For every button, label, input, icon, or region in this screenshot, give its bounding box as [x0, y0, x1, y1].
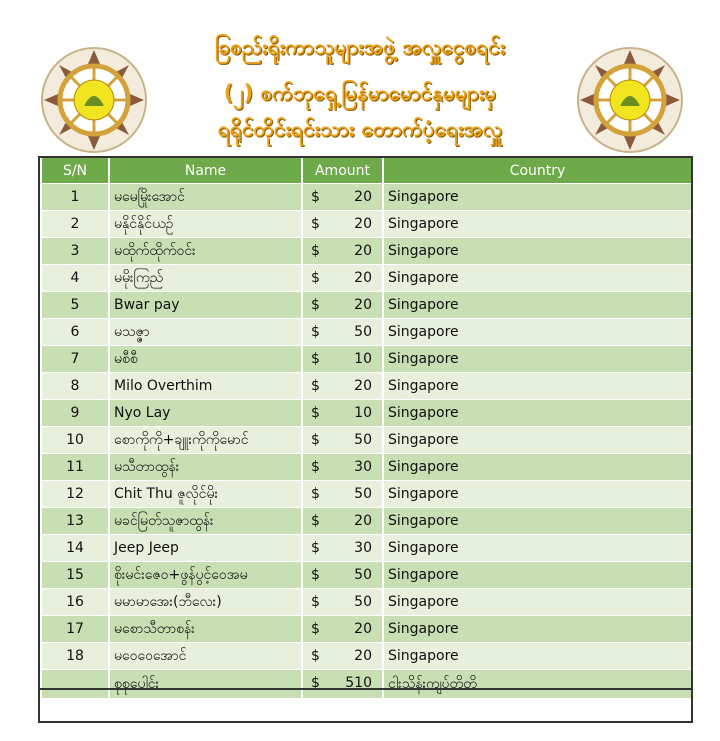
row-name: မမေမြိုးအောင်: [109, 184, 302, 211]
row-country: Singapore: [383, 643, 692, 670]
currency-symbol: $: [311, 189, 320, 205]
row-amount: 20: [354, 189, 372, 205]
table-row: [41, 373, 692, 400]
row-amount-cell: [302, 319, 383, 346]
row-amount-cell: [302, 535, 383, 562]
row-country: Singapore: [383, 346, 692, 373]
row-sn: 4: [41, 265, 109, 292]
row-country: Singapore: [383, 184, 692, 211]
row-sn: 14: [41, 535, 109, 562]
row-amount-cell: [302, 400, 383, 427]
row-name: မထိုက်ထိုက်ဝင်း: [109, 238, 302, 265]
currency-symbol: $: [311, 621, 320, 637]
row-name: စိုးမင်းဇေဝ+ဖွန်ပွင့်ဝေအမ: [109, 562, 302, 589]
row-name: Nyo Lay: [109, 400, 302, 427]
row-amount: 20: [354, 297, 372, 313]
title-line-1: ခြစည်းရိုးကာသူများအဖွဲ့ အလှူငွေစရင်း: [214, 35, 506, 59]
row-amount: 20: [354, 216, 372, 232]
row-sn: 11: [41, 454, 109, 481]
row-name: မခင်မြတ်သူဇာထွန်း: [109, 508, 302, 535]
row-sn: 10: [41, 427, 109, 454]
row-name: မနိုင်နိုင်ယဉ်: [109, 211, 302, 238]
row-name: Chit Thu ဇူလိုင်မိုး: [109, 481, 302, 508]
currency-symbol: $: [311, 432, 320, 448]
row-name: မဝေဝေအောင်: [109, 643, 302, 670]
row-sn: 6: [41, 319, 109, 346]
currency-symbol: $: [311, 243, 320, 259]
row-amount: 20: [354, 648, 372, 664]
row-name: မသဇ္ဇာ: [109, 319, 302, 346]
row-amount: 20: [354, 270, 372, 286]
table-row: [41, 454, 692, 481]
table-row: [41, 238, 692, 265]
currency-symbol: $: [311, 567, 320, 583]
table-body: [41, 184, 692, 699]
row-sn: 7: [41, 346, 109, 373]
row-name: Jeep Jeep: [109, 535, 302, 562]
row-sn: 1: [41, 184, 109, 211]
row-amount: 50: [354, 567, 372, 583]
row-amount-cell: [302, 373, 383, 400]
table-row: [41, 535, 692, 562]
row-country: Singapore: [383, 292, 692, 319]
row-name: မမိုးကြည်: [109, 265, 302, 292]
total-sn-cell: [41, 670, 109, 699]
row-country: Singapore: [383, 319, 692, 346]
table-row: [41, 616, 692, 643]
total-note: ငါးသိန်းကျပ်တိတိ: [383, 670, 692, 699]
currency-symbol: $: [311, 540, 320, 556]
currency-symbol: $: [311, 216, 320, 232]
row-amount: 50: [354, 324, 372, 340]
row-sn: 12: [41, 481, 109, 508]
currency-symbol: $: [311, 324, 320, 340]
row-name: Bwar pay: [109, 292, 302, 319]
table-row: [41, 292, 692, 319]
row-name: Milo Overthim: [109, 373, 302, 400]
column-header-sn: S/N: [41, 158, 109, 184]
row-amount-cell: [302, 346, 383, 373]
row-country: Singapore: [383, 373, 692, 400]
table-row: [41, 508, 692, 535]
row-sn: 15: [41, 562, 109, 589]
row-name: မစီစီ: [109, 346, 302, 373]
table-row: [41, 400, 692, 427]
row-amount: 30: [354, 540, 372, 556]
currency-symbol: $: [311, 459, 320, 475]
row-country: Singapore: [383, 508, 692, 535]
row-country: Singapore: [383, 427, 692, 454]
currency-symbol: $: [311, 594, 320, 610]
row-sn: 8: [41, 373, 109, 400]
row-amount: 20: [354, 243, 372, 259]
total-amount-cell: [302, 670, 383, 699]
row-sn: 2: [41, 211, 109, 238]
row-amount-cell: [302, 265, 383, 292]
dharma-wheel-emblem-icon: [576, 46, 684, 154]
row-amount-cell: [302, 211, 383, 238]
row-country: Singapore: [383, 481, 692, 508]
row-amount-cell: [302, 508, 383, 535]
row-amount: 30: [354, 459, 372, 475]
table-row: [41, 184, 692, 211]
currency-symbol: $: [311, 297, 320, 313]
row-sn: 3: [41, 238, 109, 265]
table-row: [41, 643, 692, 670]
table-row: [41, 481, 692, 508]
row-amount: 10: [354, 405, 372, 421]
currency-symbol: $: [311, 405, 320, 421]
row-amount-cell: [302, 238, 383, 265]
row-country: Singapore: [383, 238, 692, 265]
row-amount: 10: [354, 351, 372, 367]
table-row: [41, 346, 692, 373]
row-country: Singapore: [383, 589, 692, 616]
row-amount: 20: [354, 513, 372, 529]
row-sn: 5: [41, 292, 109, 319]
donation-table: [40, 158, 693, 699]
row-sn: 13: [41, 508, 109, 535]
row-name: မမာမာအေး(ဘီလေး): [109, 589, 302, 616]
total-label: စုစုပေါင်း: [109, 670, 302, 699]
row-country: Singapore: [383, 535, 692, 562]
row-sn: 18: [41, 643, 109, 670]
row-amount-cell: [302, 589, 383, 616]
row-country: Singapore: [383, 616, 692, 643]
table-row: [41, 562, 692, 589]
row-sn: 16: [41, 589, 109, 616]
row-name: မသီတာထွန်း: [109, 454, 302, 481]
row-amount: 50: [354, 486, 372, 502]
row-amount-cell: [302, 643, 383, 670]
column-header-amount: Amount: [302, 158, 383, 184]
row-amount-cell: [302, 454, 383, 481]
row-amount-cell: [302, 184, 383, 211]
table-row: [41, 319, 692, 346]
row-amount-cell: [302, 292, 383, 319]
total-amount: 510: [345, 675, 372, 691]
row-country: Singapore: [383, 454, 692, 481]
row-name: စောကိုကို+ချူးကိုကိုမောင်: [109, 427, 302, 454]
row-amount-cell: [302, 481, 383, 508]
table-row: [41, 265, 692, 292]
title-line-3: ရရိုင်တိုင်းရင်းသား တောက်ပံ့ရေးအလှူ: [217, 117, 503, 141]
row-sn: 9: [41, 400, 109, 427]
currency-symbol: $: [311, 378, 320, 394]
row-country: Singapore: [383, 400, 692, 427]
row-amount-cell: [302, 562, 383, 589]
currency-symbol: $: [311, 648, 320, 664]
row-amount-cell: [302, 427, 383, 454]
column-header-name: Name: [109, 158, 302, 184]
currency-symbol: $: [311, 351, 320, 367]
currency-symbol: $: [311, 486, 320, 502]
total-divider: [40, 688, 691, 690]
table-row: [41, 211, 692, 238]
currency-symbol: $: [311, 513, 320, 529]
row-country: Singapore: [383, 211, 692, 238]
row-country: Singapore: [383, 562, 692, 589]
row-amount-cell: [302, 616, 383, 643]
column-header-country: Country: [383, 158, 692, 184]
row-name: မစောသီတာစန်း: [109, 616, 302, 643]
row-sn: 17: [41, 616, 109, 643]
row-amount: 20: [354, 621, 372, 637]
currency-symbol: $: [311, 270, 320, 286]
page-header: [0, 0, 720, 150]
row-amount: 50: [354, 594, 372, 610]
table-row: [41, 427, 692, 454]
table-row: [41, 589, 692, 616]
title-line-2: (၂) စက်ဘုရှေ့မြန်မာမောင်နှမများမှ: [223, 81, 497, 105]
row-amount: 20: [354, 378, 372, 394]
total-row: [41, 670, 692, 699]
row-amount: 50: [354, 432, 372, 448]
table-header-row: [41, 158, 692, 184]
row-country: Singapore: [383, 265, 692, 292]
currency-symbol: $: [311, 675, 320, 691]
